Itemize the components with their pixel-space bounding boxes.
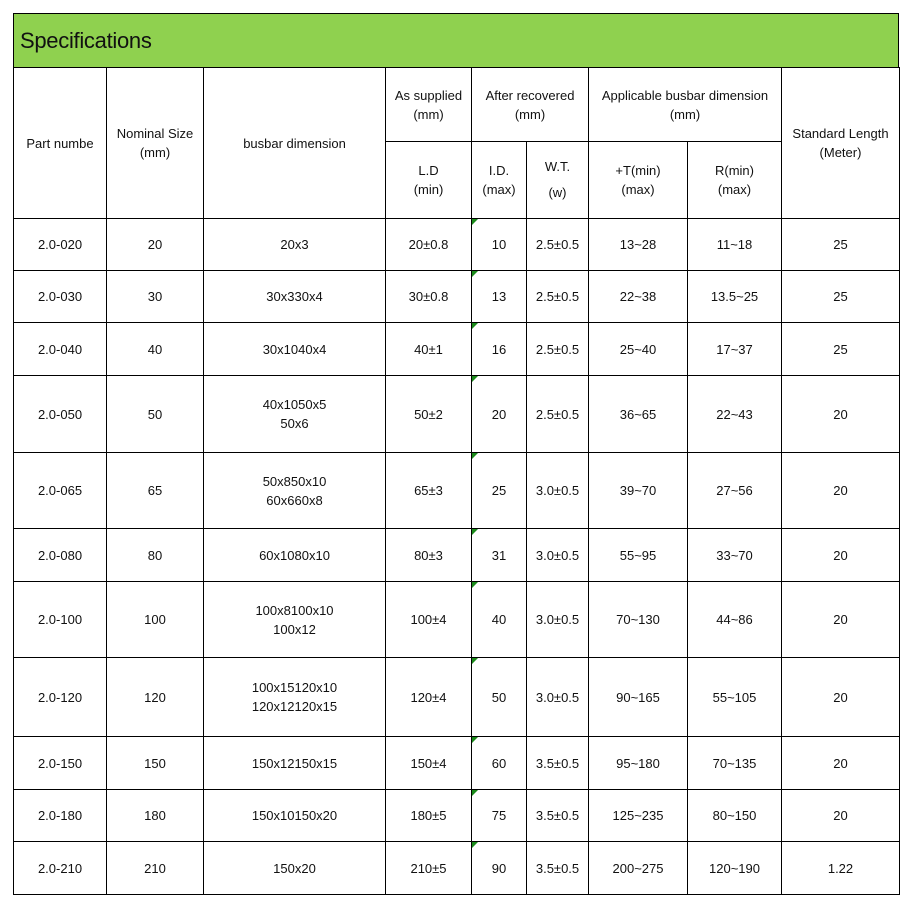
busbar-line: 150x20 bbox=[273, 860, 316, 876]
cell-ld: 50±2 bbox=[386, 376, 472, 453]
cell-busbar-dimension bbox=[204, 737, 386, 790]
cell-r: 120~190 bbox=[688, 842, 782, 895]
cell-t: 25~40 bbox=[589, 323, 688, 376]
cell-t: 22~38 bbox=[589, 271, 688, 323]
cell-r: 13.5~25 bbox=[688, 271, 782, 323]
busbar-line: 50x6 bbox=[280, 416, 309, 431]
cell-wt: 2.5±0.5 bbox=[527, 376, 589, 453]
cell-ld: 20±0.8 bbox=[386, 219, 472, 271]
header-wt: W.T. (w) bbox=[527, 142, 589, 219]
cell-wt: 3.0±0.5 bbox=[527, 529, 589, 582]
cell-part-number: 2.0-100 bbox=[14, 582, 107, 658]
cell-id: 75 bbox=[472, 790, 527, 842]
table-row bbox=[14, 790, 900, 842]
busbar-line: 150x12150x15 bbox=[251, 755, 338, 771]
cell-t: 36~65 bbox=[589, 376, 688, 453]
busbar-line: 120x12120x15 bbox=[251, 699, 338, 714]
cell-id: 20 bbox=[472, 376, 527, 453]
table-row bbox=[14, 737, 900, 790]
cell-wt: 3.5±0.5 bbox=[527, 737, 589, 790]
cell-standard-length: 20 bbox=[782, 790, 900, 842]
cell-part-number: 2.0-050 bbox=[14, 376, 107, 453]
cell-ld: 100±4 bbox=[386, 582, 472, 658]
cell-r: 55~105 bbox=[688, 658, 782, 737]
cell-ld: 65±3 bbox=[386, 453, 472, 529]
cell-wt: 3.5±0.5 bbox=[527, 790, 589, 842]
table-row bbox=[14, 529, 900, 582]
header-id: I.D. (max) bbox=[472, 142, 527, 219]
table-row bbox=[14, 453, 900, 529]
cell-id: 60 bbox=[472, 737, 527, 790]
cell-part-number: 2.0-020 bbox=[14, 219, 107, 271]
header-as-supplied: As supplied (mm) bbox=[386, 68, 472, 142]
header-part-number: Part numbe bbox=[14, 68, 107, 219]
table-row bbox=[14, 582, 900, 658]
cell-busbar-dimension bbox=[204, 842, 386, 895]
cell-busbar-dimension bbox=[204, 323, 386, 376]
cell-id: 50 bbox=[472, 658, 527, 737]
cell-standard-length: 25 bbox=[782, 271, 900, 323]
header-applicable-busbar: Applicable busbar dimension (mm) bbox=[589, 68, 782, 142]
cell-standard-length: 25 bbox=[782, 323, 900, 376]
cell-r: 44~86 bbox=[688, 582, 782, 658]
cell-standard-length: 20 bbox=[782, 376, 900, 453]
cell-ld: 210±5 bbox=[386, 842, 472, 895]
cell-t: 95~180 bbox=[589, 737, 688, 790]
cell-t: 70~130 bbox=[589, 582, 688, 658]
busbar-line: 20x3 bbox=[280, 237, 309, 252]
cell-nominal-size: 80 bbox=[107, 529, 204, 582]
cell-nominal-size: 100 bbox=[107, 582, 204, 658]
cell-r: 22~43 bbox=[688, 376, 782, 453]
cell-standard-length: 20 bbox=[782, 658, 900, 737]
busbar-line: 30x330x4 bbox=[266, 289, 323, 304]
header-after-recovered: After recovered (mm) bbox=[472, 68, 589, 142]
cell-r: 33~70 bbox=[688, 529, 782, 582]
cell-r: 27~56 bbox=[688, 453, 782, 529]
cell-busbar-dimension bbox=[204, 271, 386, 323]
cell-standard-length: 20 bbox=[782, 453, 900, 529]
table-row bbox=[14, 323, 900, 376]
cell-busbar-dimension bbox=[204, 453, 386, 529]
busbar-line: 40x1050x5 bbox=[262, 397, 327, 412]
table-row bbox=[14, 219, 900, 271]
cell-r: 80~150 bbox=[688, 790, 782, 842]
cell-t: 39~70 bbox=[589, 453, 688, 529]
cell-busbar-dimension bbox=[204, 376, 386, 453]
cell-ld: 150±4 bbox=[386, 737, 472, 790]
busbar-line: 60x660x8 bbox=[266, 492, 323, 508]
cell-busbar-dimension bbox=[204, 582, 386, 658]
cell-busbar-dimension bbox=[204, 529, 386, 582]
header-standard-length: Standard Length (Meter) bbox=[782, 68, 900, 219]
cell-part-number: 2.0-030 bbox=[14, 271, 107, 323]
cell-wt: 3.0±0.5 bbox=[527, 658, 589, 737]
cell-nominal-size: 30 bbox=[107, 271, 204, 323]
cell-nominal-size: 180 bbox=[107, 790, 204, 842]
cell-nominal-size: 150 bbox=[107, 737, 204, 790]
spec-table-body bbox=[14, 219, 900, 895]
header-ld: L.D (min) bbox=[386, 142, 472, 219]
cell-standard-length: 25 bbox=[782, 219, 900, 271]
cell-busbar-dimension bbox=[204, 219, 386, 271]
cell-ld: 40±1 bbox=[386, 323, 472, 376]
cell-ld: 30±0.8 bbox=[386, 271, 472, 323]
busbar-line: 30x1040x4 bbox=[262, 341, 327, 357]
cell-standard-length: 1.22 bbox=[782, 842, 900, 895]
cell-ld: 120±4 bbox=[386, 658, 472, 737]
cell-standard-length: 20 bbox=[782, 737, 900, 790]
cell-id: 16 bbox=[472, 323, 527, 376]
cell-id: 90 bbox=[472, 842, 527, 895]
cell-r: 70~135 bbox=[688, 737, 782, 790]
title-bar bbox=[13, 13, 899, 68]
table-row bbox=[14, 271, 900, 323]
cell-busbar-dimension bbox=[204, 790, 386, 842]
cell-busbar-dimension bbox=[204, 658, 386, 737]
cell-nominal-size: 210 bbox=[107, 842, 204, 895]
cell-part-number: 2.0-080 bbox=[14, 529, 107, 582]
cell-wt: 2.5±0.5 bbox=[527, 323, 589, 376]
cell-part-number: 2.0-180 bbox=[14, 790, 107, 842]
spec-sheet bbox=[13, 13, 899, 897]
cell-nominal-size: 120 bbox=[107, 658, 204, 737]
cell-standard-length: 20 bbox=[782, 582, 900, 658]
table-row bbox=[14, 376, 900, 453]
cell-ld: 80±3 bbox=[386, 529, 472, 582]
cell-nominal-size: 40 bbox=[107, 323, 204, 376]
cell-wt: 3.0±0.5 bbox=[527, 453, 589, 529]
cell-t: 13~28 bbox=[589, 219, 688, 271]
cell-ld: 180±5 bbox=[386, 790, 472, 842]
cell-part-number: 2.0-150 bbox=[14, 737, 107, 790]
cell-part-number: 2.0-040 bbox=[14, 323, 107, 376]
header-r: R(min) (max) bbox=[688, 142, 782, 219]
page-title: Specifications bbox=[20, 27, 152, 53]
header-t: +T(min) (max) bbox=[589, 142, 688, 219]
cell-t: 125~235 bbox=[589, 790, 688, 842]
busbar-line: 100x8100x10 bbox=[255, 602, 334, 618]
cell-part-number: 2.0-210 bbox=[14, 842, 107, 895]
header-row-top bbox=[14, 68, 900, 142]
cell-id: 40 bbox=[472, 582, 527, 658]
cell-wt: 2.5±0.5 bbox=[527, 271, 589, 323]
busbar-line: 100x15120x10 bbox=[251, 680, 338, 695]
cell-id: 10 bbox=[472, 219, 527, 271]
busbar-line: 100x12 bbox=[273, 621, 316, 637]
cell-id: 31 bbox=[472, 529, 527, 582]
cell-t: 90~165 bbox=[589, 658, 688, 737]
busbar-line: 150x10150x20 bbox=[251, 808, 338, 823]
cell-id: 25 bbox=[472, 453, 527, 529]
cell-id: 13 bbox=[472, 271, 527, 323]
cell-t: 55~95 bbox=[589, 529, 688, 582]
table-row bbox=[14, 658, 900, 737]
cell-standard-length: 20 bbox=[782, 529, 900, 582]
cell-wt: 2.5±0.5 bbox=[527, 219, 589, 271]
cell-r: 17~37 bbox=[688, 323, 782, 376]
cell-part-number: 2.0-120 bbox=[14, 658, 107, 737]
cell-t: 200~275 bbox=[589, 842, 688, 895]
header-busbar-dimension: busbar dimension bbox=[204, 68, 386, 219]
header-nominal-size: Nominal Size (mm) bbox=[107, 68, 204, 219]
cell-nominal-size: 50 bbox=[107, 376, 204, 453]
cell-part-number: 2.0-065 bbox=[14, 453, 107, 529]
busbar-line: 50x850x10 bbox=[262, 473, 327, 489]
cell-nominal-size: 20 bbox=[107, 219, 204, 271]
table-row bbox=[14, 842, 900, 895]
cell-nominal-size: 65 bbox=[107, 453, 204, 529]
busbar-line: 60x1080x10 bbox=[259, 547, 330, 563]
cell-wt: 3.0±0.5 bbox=[527, 582, 589, 658]
cell-wt: 3.5±0.5 bbox=[527, 842, 589, 895]
cell-r: 11~18 bbox=[688, 219, 782, 271]
spec-table bbox=[13, 67, 900, 895]
